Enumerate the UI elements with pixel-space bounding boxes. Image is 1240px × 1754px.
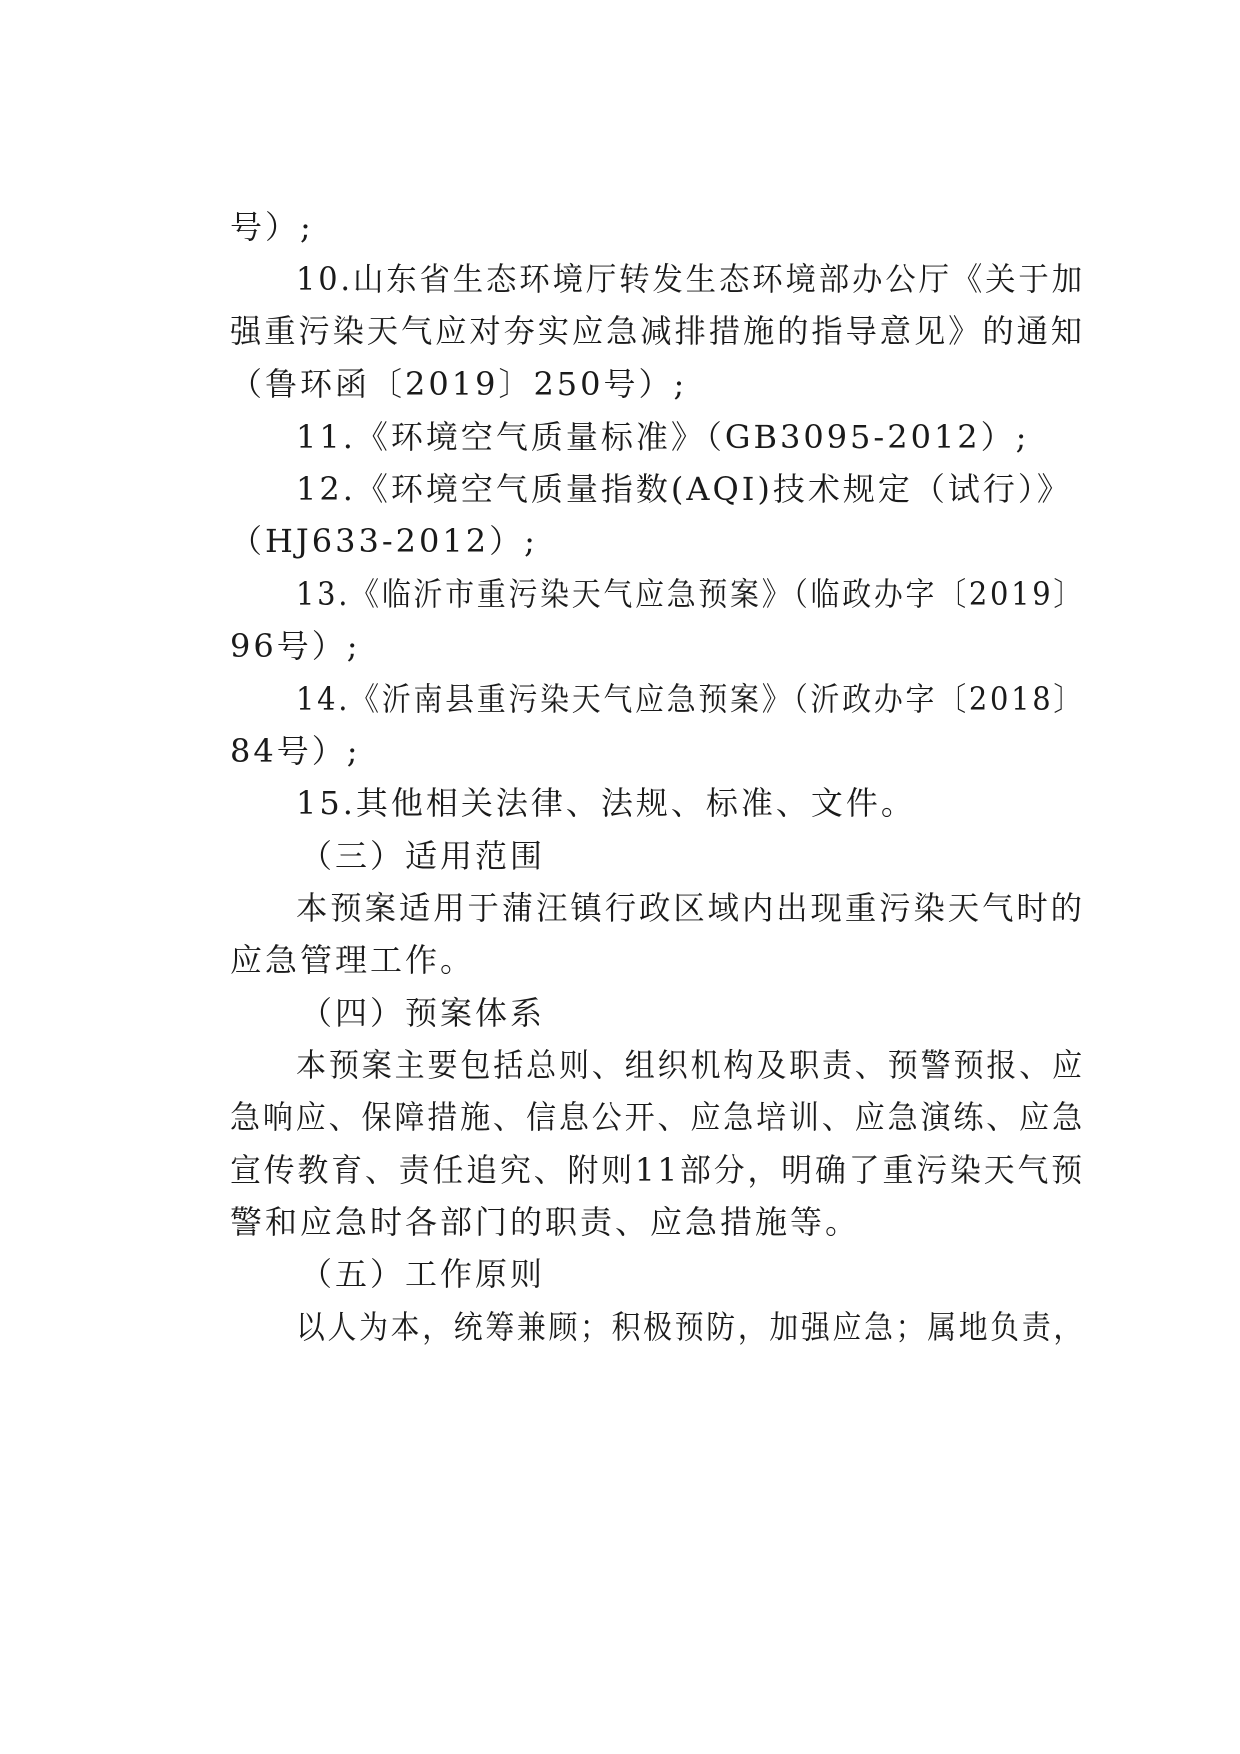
line-text: 12.《环境空气质量指数(AQI)技术规定（试行）》	[296, 470, 1072, 508]
line-text: 以人为本，统筹兼顾；积极预防，加强应急；属地负责，	[296, 1308, 1086, 1346]
text-line	[0, 302, 1240, 360]
text-line	[0, 512, 1240, 570]
heading-text: （四）预案体系	[300, 994, 546, 1032]
text-line	[0, 355, 1240, 413]
text-line	[0, 1298, 1240, 1356]
text-line	[0, 460, 1240, 518]
text-line	[0, 250, 1240, 308]
line-text: 15.其他相关法律、法规、标准、文件。	[296, 784, 916, 822]
text-line	[0, 879, 1240, 937]
heading-text: （三）适用范围	[300, 837, 546, 875]
text-line	[0, 198, 1240, 256]
line-text: 96号）;	[230, 627, 361, 665]
line-text: 应急管理工作。	[230, 941, 476, 979]
line-text: 本预案适用于蒲汪镇行政区域内出现重污染天气时的	[296, 889, 1085, 927]
heading-text: （五）工作原则	[300, 1255, 546, 1293]
line-text: （鲁环函〔2019〕250号）;	[230, 365, 688, 403]
text-line	[0, 565, 1240, 623]
line-text: 急响应、保障措施、信息公开、应急培训、应急演练、应急	[230, 1098, 1085, 1136]
text-line	[0, 722, 1240, 780]
line-text: 13.《临沂市重污染天气应急预案》（临政办字〔2019〕	[296, 575, 1086, 613]
line-text: 号）;	[230, 208, 314, 246]
line-text: 宣传教育、责任追究、附则11部分，明确了重污染天气预	[230, 1151, 1085, 1189]
text-line	[0, 617, 1240, 675]
section-heading	[0, 1245, 1240, 1303]
text-line	[0, 931, 1240, 989]
text-line	[0, 408, 1240, 466]
line-text: 10.山东省生态环境厅转发生态环境部办公厅《关于加	[296, 260, 1085, 298]
section-heading	[0, 984, 1240, 1042]
line-text: 强重污染天气应对夯实应急减排措施的指导意见》的通知	[230, 312, 1085, 350]
section-heading	[0, 827, 1240, 885]
line-text: 14.《沂南县重污染天气应急预案》（沂政办字〔2018〕	[296, 680, 1086, 718]
text-line	[0, 1193, 1240, 1251]
line-text: 11.《环境空气质量标准》（GB3095-2012）;	[296, 418, 1030, 456]
line-text: 警和应急时各部门的职责、应急措施等。	[230, 1203, 861, 1241]
text-line	[0, 1141, 1240, 1199]
line-text: 84号）;	[230, 732, 361, 770]
text-line	[0, 670, 1240, 728]
text-line	[0, 1088, 1240, 1146]
line-text: （HJ633-2012）;	[230, 522, 538, 560]
text-line	[0, 774, 1240, 832]
line-text: 本预案主要包括总则、组织机构及职责、预警预报、应	[296, 1046, 1086, 1084]
text-line	[0, 1036, 1240, 1094]
